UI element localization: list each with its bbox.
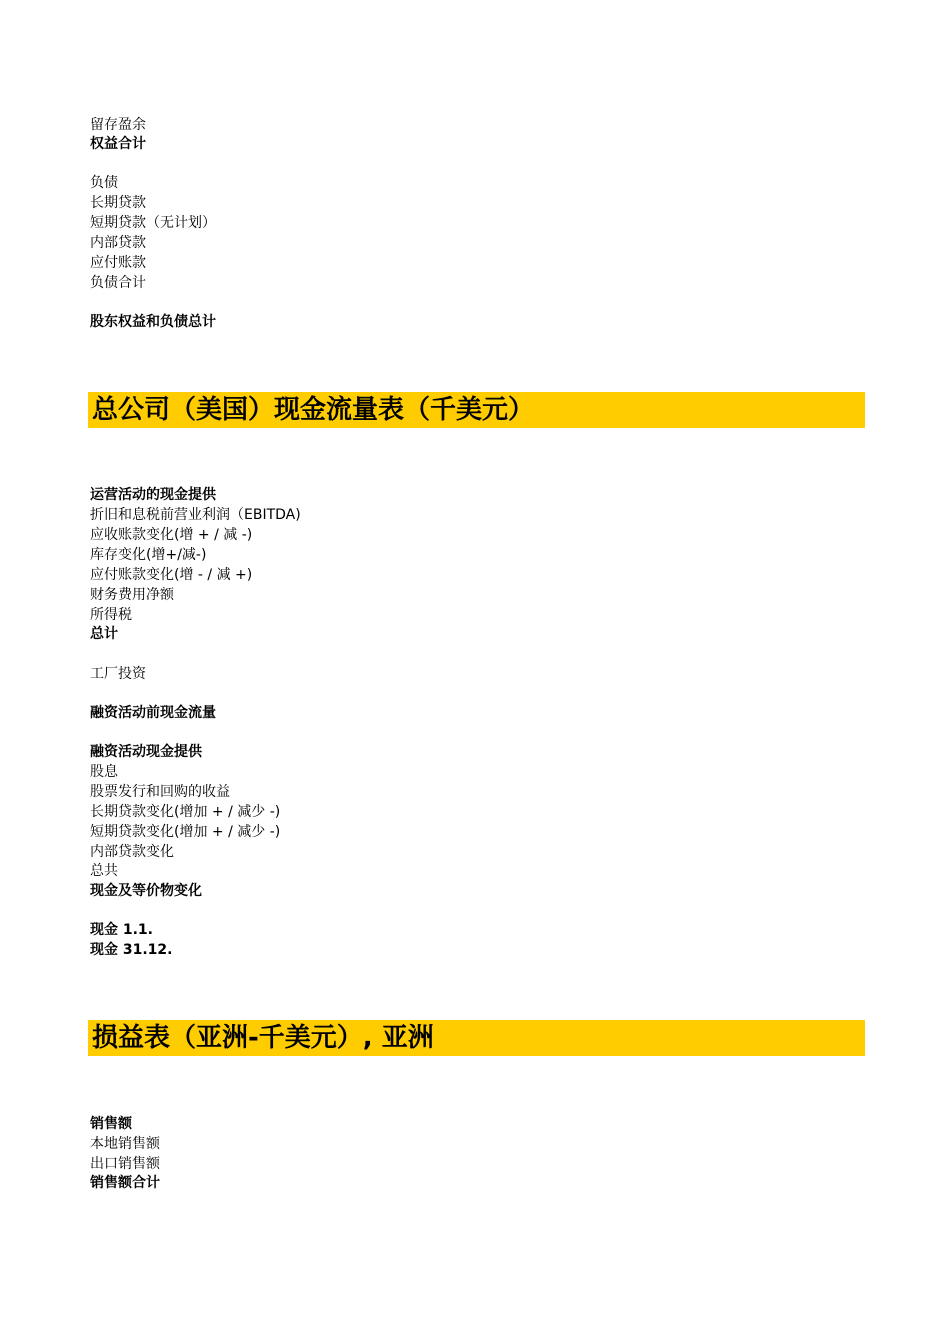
- long-term-loans-label: 长期贷款: [90, 195, 146, 211]
- net-financial-expenses-label: 财务费用净额: [90, 587, 174, 603]
- operating-activities-header: 运营活动的现金提供: [90, 487, 216, 503]
- local-sales-label: 本地销售额: [90, 1136, 160, 1152]
- total-equity-and-liabilities-label: 股东权益和负债总计: [90, 314, 216, 330]
- operating-total-label: 总计: [90, 626, 118, 642]
- short-term-loans-change-label: 短期贷款变化(增加 + / 减少 -): [90, 824, 281, 840]
- export-sales-label: 出口销售额: [90, 1156, 160, 1172]
- cash-flow-before-financing-label: 融资活动前现金流量: [90, 705, 216, 721]
- liabilities-label: 负债: [90, 175, 118, 191]
- financing-activities-header: 融资活动现金提供: [90, 744, 202, 760]
- cash-change-label: 现金及等价物变化: [90, 883, 202, 899]
- accounts-payable-label: 应付账款: [90, 255, 146, 271]
- income-tax-label: 所得税: [90, 607, 132, 623]
- inventory-change-label: 库存变化(增+/减-): [90, 547, 207, 563]
- total-equity-label: 权益合计: [90, 136, 146, 152]
- cash-closing-label: 现金 31.12.: [90, 942, 173, 958]
- ebitda-label: 折旧和息税前营业利润（EBITDA): [90, 507, 301, 523]
- payables-change-label: 应付账款变化(增 - / 减 +): [90, 567, 253, 583]
- sales-header: 销售额: [90, 1116, 132, 1132]
- receivables-change-label: 应收账款变化(增 + / 减 -): [90, 527, 253, 543]
- total-sales-label: 销售额合计: [90, 1175, 160, 1191]
- internal-loans-label: 内部贷款: [90, 235, 146, 251]
- internal-loans-change-label: 内部贷款变化: [90, 844, 174, 860]
- financing-total-label: 总共: [90, 863, 118, 879]
- total-liabilities-label: 负债合计: [90, 275, 146, 291]
- cash-flow-title-banner: [88, 392, 865, 428]
- income-statement-asia-title: 损益表（亚洲-千美元）, 亚洲: [92, 1023, 434, 1053]
- cash-opening-label: 现金 1.1.: [90, 922, 153, 938]
- income-statement-asia-title-banner: [88, 1020, 865, 1056]
- cash-flow-title: 总公司（美国）现金流量表（千美元）: [92, 395, 535, 425]
- plant-investment-label: 工厂投资: [90, 666, 146, 682]
- long-term-loans-change-label: 长期贷款变化(增加 + / 减少 -): [90, 804, 281, 820]
- dividends-label: 股息: [90, 764, 118, 780]
- short-term-loans-label: 短期贷款（无计划）: [90, 215, 216, 231]
- retained-earnings-label: 留存盈余: [90, 117, 146, 133]
- share-proceeds-label: 股票发行和回购的收益: [90, 784, 230, 800]
